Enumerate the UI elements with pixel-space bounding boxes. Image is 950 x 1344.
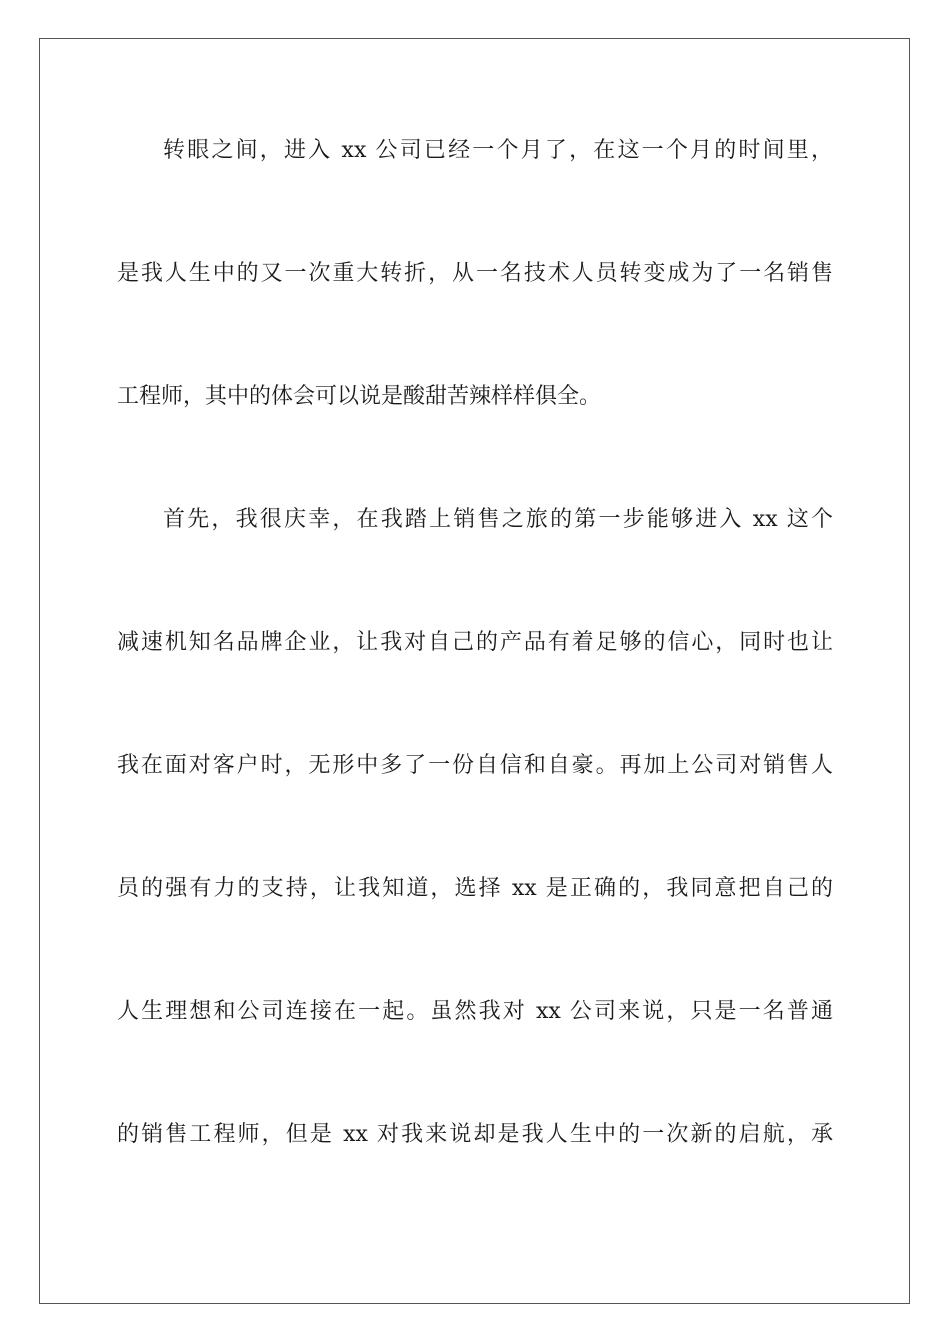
paragraph-2-line-3: 我在面对客户时，无形中多了一份自信和自豪。再加上公司对销售人 [117,753,833,778]
paragraph-2-line-6: 的销售工程师，但是 xx 对我来说却是我人生中的一次新的启航，承 [117,1122,833,1147]
paragraph-2-line-5: 人生理想和公司连接在一起。虽然我对 xx 公司来说，只是一名普通 [117,999,833,1024]
paragraph-2-line-1: 首先，我很庆幸，在我踏上销售之旅的第一步能够进入 xx 这个 [163,507,833,532]
paragraph-2-line-2: 减速机知名品牌企业，让我对自己的产品有着足够的信心，同时也让 [117,630,833,655]
paragraph-2-line-4: 员的强有力的支持，让我知道，选择 xx 是正确的，我同意把自己的 [117,876,833,901]
paragraph-1-line-1: 转眼之间，进入 xx 公司已经一个月了，在这一个月的时间里， [163,138,833,163]
paragraph-1-line-3: 工程师，其中的体会可以说是酸甜苦辣样样俱全。 [117,384,602,409]
paragraph-1-line-2: 是我人生中的又一次重大转折，从一名技术人员转变成为了一名销售 [117,261,833,286]
